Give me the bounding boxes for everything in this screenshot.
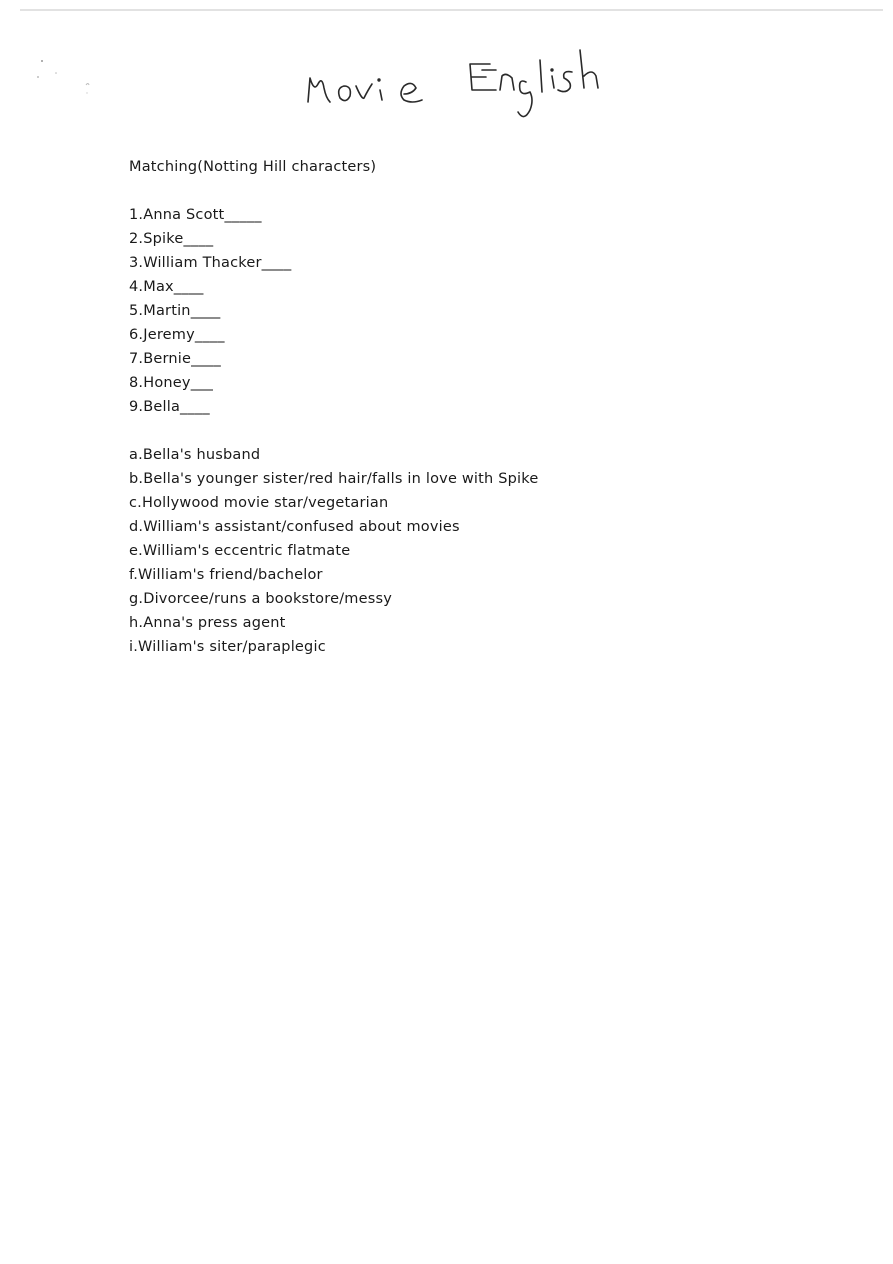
description-item: b.Bella's younger sister/red hair/falls in love with Spike: [129, 471, 539, 487]
description-item: f.William's friend/bachelor: [129, 567, 323, 583]
matching-worksheet: [129, 155, 749, 659]
handwritten-title: [300, 40, 610, 125]
description-list: [129, 443, 749, 659]
worksheet-heading: Matching(Notting Hill characters): [129, 159, 377, 175]
character-item: 7.Bernie____: [129, 351, 221, 367]
description-item: g.Divorcee/runs a bookstore/messy: [129, 591, 393, 607]
description-item: d.William's assistant/confused about movies: [129, 519, 460, 535]
character-list: [129, 203, 749, 419]
character-item: 5.Martin____: [129, 303, 221, 319]
description-item: i.William's siter/paraplegic: [129, 639, 326, 655]
description-item: e.William's eccentric flatmate: [129, 543, 351, 559]
scan-specks: [30, 55, 100, 105]
character-item: 1.Anna Scott_____: [129, 207, 262, 223]
character-item: 2.Spike____: [129, 231, 214, 247]
description-item: h.Anna's press agent: [129, 615, 286, 631]
character-item: 8.Honey___: [129, 375, 214, 391]
character-item: 9.Bella____: [129, 399, 210, 415]
description-item: c.Hollywood movie star/vegetarian: [129, 495, 389, 511]
character-item: 6.Jeremy____: [129, 327, 225, 343]
scan-top-edge: [20, 9, 883, 11]
description-item: a.Bella's husband: [129, 447, 261, 463]
character-item: 3.William Thacker____: [129, 255, 292, 271]
character-item: 4.Max____: [129, 279, 204, 295]
